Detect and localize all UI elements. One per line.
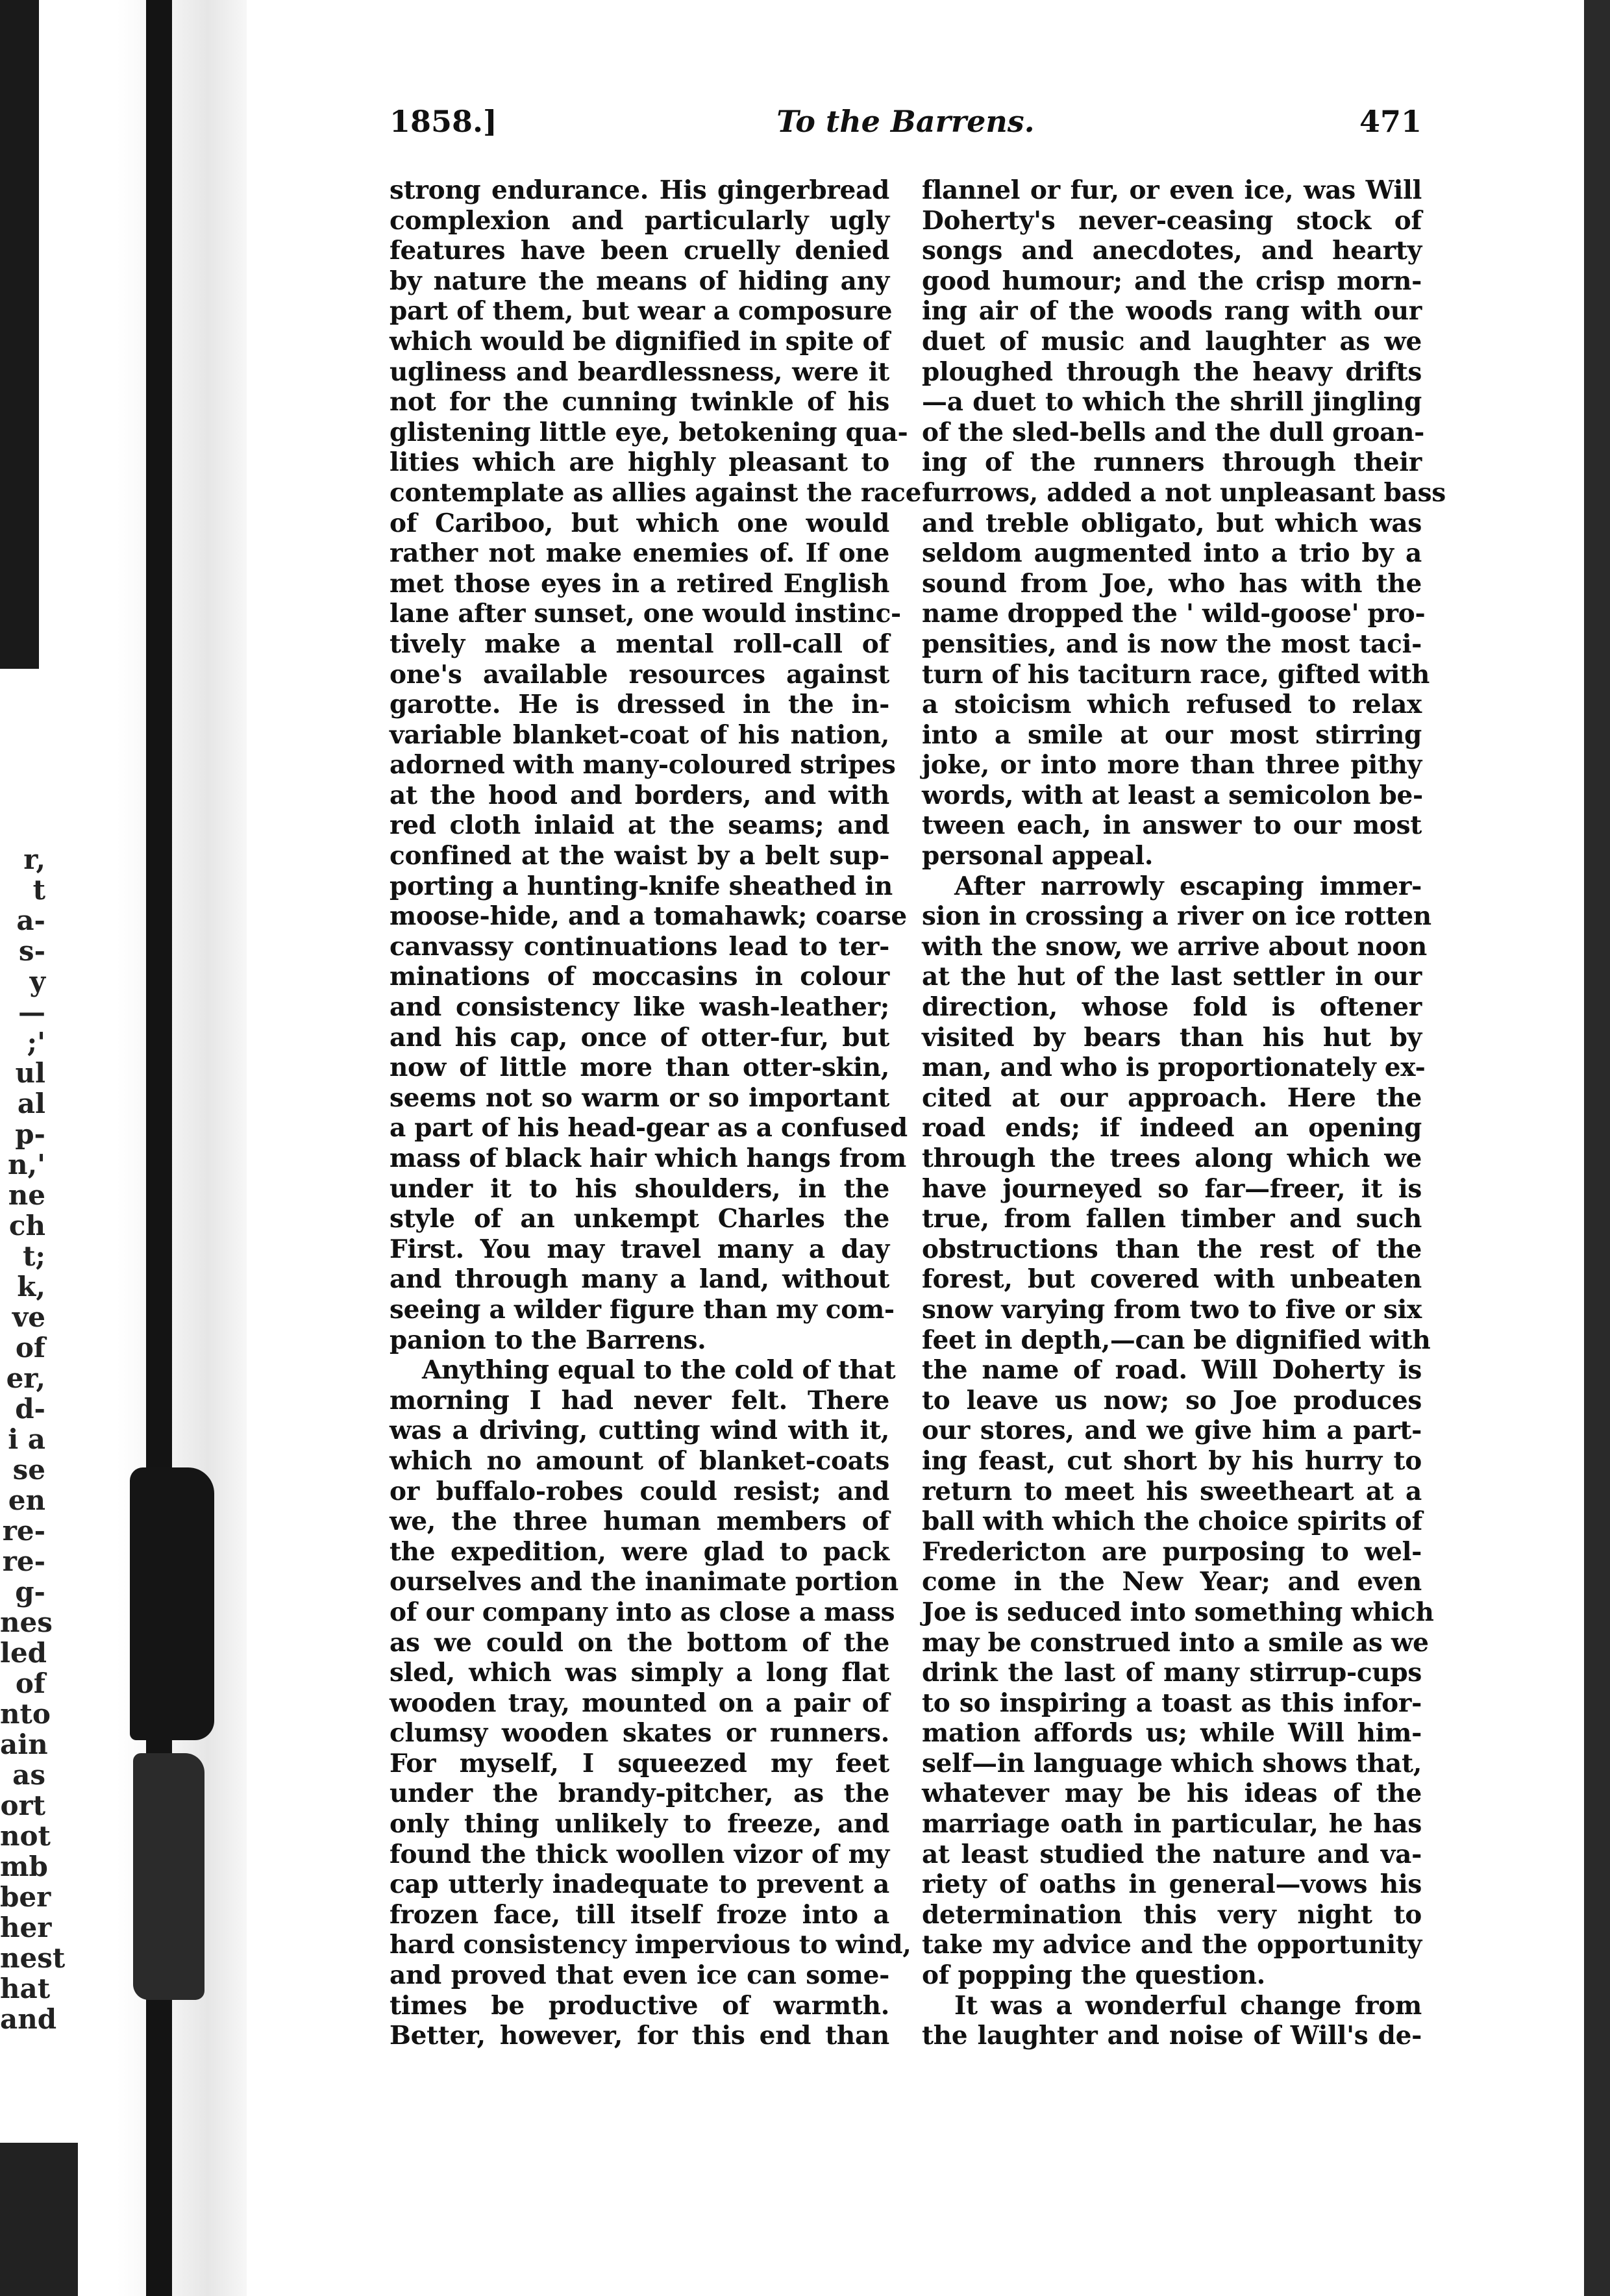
text-line: features have been cruelly denied	[390, 236, 889, 266]
text-line: under the brandy-pitcher, as the	[390, 1778, 889, 1809]
fragment-line: a-	[16, 905, 45, 936]
text-line: obstructions than the rest of the	[922, 1234, 1422, 1264]
fragment-line: mb	[0, 1851, 48, 1882]
text-line: tively make a mental roll-call of	[390, 629, 889, 659]
fragment-line: her	[0, 1912, 52, 1943]
text-line: into a smile at our most stirring	[922, 719, 1422, 750]
text-line: with the snow, we arrive about noon	[922, 931, 1427, 962]
fragment-line: ne	[8, 1179, 45, 1211]
text-line: at the hut of the last settler in our	[922, 962, 1422, 992]
fragment-line: as	[12, 1759, 45, 1791]
text-line: at least studied the nature and va-	[922, 1839, 1422, 1869]
text-line: through the trees along which we	[922, 1143, 1422, 1173]
text-line: tween each, in answer to our most	[922, 810, 1422, 841]
text-line: feet in depth,—can be dignified with	[922, 1325, 1431, 1355]
text-line: garotte. He is dressed in the in-	[390, 690, 889, 720]
text-line: ugliness and beardlessness, were it	[390, 356, 889, 387]
text-line: turn of his taciturn race, gifted with	[922, 659, 1430, 690]
text-line: visited by bears than his hut by	[922, 1022, 1422, 1053]
text-line: road ends; if indeed an opening	[922, 1113, 1422, 1143]
text-line: which would be dignified in spite of	[390, 326, 890, 356]
fragment-line: ch	[8, 1210, 45, 1242]
text-line: as we could on the bottom of the	[390, 1627, 889, 1658]
text-line: seldom augmented into a trio by a	[922, 538, 1422, 569]
text-line: have journeyed so far—freer, it is	[922, 1173, 1422, 1204]
fragment-line: ain	[0, 1728, 48, 1760]
text-line: morning I had never felt. There	[390, 1385, 889, 1416]
text-line: ourselves and the inanimate portion	[390, 1567, 898, 1597]
fragment-line: ul	[15, 1057, 45, 1089]
text-line: at the hood and borders, and with	[390, 780, 889, 810]
text-line: furrows, added a not unpleasant bass	[922, 477, 1446, 508]
fragment-line: i a	[8, 1423, 45, 1455]
text-line: one's available resources against	[390, 659, 889, 690]
text-line: cap utterly inadequate to prevent a	[390, 1869, 889, 1900]
text-line: under it to his shoulders, in the	[390, 1173, 889, 1204]
fragment-line: of	[15, 1667, 45, 1699]
text-line: wooden tray, mounted on a pair of	[390, 1688, 889, 1718]
text-line: man, and who is proportionately ex-	[922, 1053, 1426, 1083]
fragment-line: nes	[0, 1606, 53, 1638]
text-line: red cloth inlaid at the seams; and	[390, 810, 889, 841]
text-line: Anything equal to the cold of that	[422, 1355, 896, 1386]
fragment-line: d-	[15, 1393, 45, 1425]
text-line: First. You may travel many a day	[390, 1234, 889, 1264]
page-shadow	[0, 0, 39, 669]
text-line: a stoicism which refused to relax	[922, 690, 1422, 720]
fragment-line: se	[12, 1454, 45, 1486]
text-line: forest, but covered with unbeaten	[922, 1264, 1422, 1295]
torn-paper-edge	[130, 1467, 214, 1740]
fragment-line: s-	[18, 935, 45, 967]
text-line: Joe is seduced into something which	[922, 1597, 1434, 1627]
text-line: by nature the means of hiding any	[390, 266, 889, 296]
text-line: moose-hide, and a tomahawk; coarse	[390, 901, 907, 932]
text-line: —a duet to which the shrill jingling	[922, 387, 1422, 418]
text-line: It was a wonderful change from	[954, 1990, 1422, 2021]
text-line: cited at our approach. Here the	[922, 1082, 1422, 1113]
text-line: Fredericton are purposing to wel-	[922, 1536, 1422, 1567]
fragment-line: of	[15, 1332, 45, 1364]
text-line: now of little more than otter-skin,	[390, 1053, 889, 1083]
text-line: our stores, and we give him a part-	[922, 1416, 1422, 1446]
text-line: times be productive of warmth.	[390, 1990, 889, 2021]
fragment-line: t	[32, 874, 45, 906]
right-column	[922, 175, 1446, 2051]
text-line: and through many a land, without	[390, 1264, 889, 1295]
text-line: seems not so warm or so important	[390, 1082, 889, 1113]
text-line: of Cariboo, but which one would	[390, 508, 889, 538]
text-line: rather not make enemies of. If one	[390, 538, 889, 569]
fragment-line: p-	[15, 1118, 45, 1150]
text-line: complexion and particularly ugly	[390, 205, 889, 236]
text-line: of the sled-bells and the dull groan-	[922, 417, 1425, 447]
book-page	[390, 97, 1446, 2051]
text-line: songs and anecdotes, and hearty	[922, 236, 1422, 266]
text-line: ing feast, cut short by his hurry to	[922, 1445, 1422, 1476]
text-line: panion to the Barrens.	[390, 1325, 706, 1355]
fragment-line: and	[0, 2003, 57, 2035]
fragment-line: er,	[6, 1362, 45, 1394]
text-line: mation affords us; while Will him-	[922, 1718, 1422, 1749]
text-line: duet of music and laughter as we	[922, 326, 1422, 356]
text-line: Doherty's never-ceasing stock of	[922, 205, 1422, 236]
text-line: the expedition, were glad to pack	[390, 1536, 889, 1567]
text-line: met those eyes in a retired English	[390, 568, 889, 599]
fragment-line: n,'	[7, 1149, 45, 1180]
text-line: only thing unlikely to freeze, and	[390, 1809, 889, 1840]
text-line: or buffalo-robes could resist; and	[390, 1476, 889, 1506]
text-line: variable blanket-coat of his nation,	[390, 719, 889, 750]
header-title: To the Barrens.	[776, 104, 1035, 139]
text-line: whatever may be his ideas of the	[922, 1778, 1422, 1809]
fragment-line: ;'	[27, 1027, 45, 1058]
text-line: words, with at least a semicolon be-	[922, 780, 1423, 810]
text-line: was a driving, cutting wind with it,	[390, 1416, 889, 1446]
fragment-line: re-	[2, 1515, 45, 1547]
text-line: snow varying from two to five or six	[922, 1294, 1422, 1325]
text-line: return to meet his sweetheart at a	[922, 1476, 1422, 1506]
fragment-line: re-	[2, 1545, 45, 1577]
fragment-line: en	[8, 1484, 45, 1516]
scan-right-border	[1584, 0, 1610, 2296]
fragment-line: y	[29, 966, 45, 997]
header-year: 1858.]	[390, 104, 497, 139]
text-line: lities which are highly pleasant to	[390, 447, 889, 478]
text-line: mass of black hair which hangs from	[390, 1143, 906, 1173]
text-line: self—in language which shows that,	[922, 1748, 1422, 1778]
text-line: clumsy wooden skates or runners.	[390, 1718, 889, 1749]
text-line: a part of his head-gear as a confused	[390, 1113, 908, 1143]
text-line: found the thick woollen vizor of my	[390, 1839, 889, 1869]
text-line: style of an unkempt Charles the	[390, 1204, 889, 1234]
text-line: come in the New Year; and even	[922, 1567, 1422, 1597]
text-line: not for the cunning twinkle of his	[390, 387, 889, 418]
fragment-line: k,	[17, 1271, 45, 1303]
fragment-line: t;	[23, 1240, 45, 1272]
text-line: riety of oaths in general—vows his	[922, 1869, 1422, 1900]
text-line: frozen face, till itself froze into a	[390, 1899, 889, 1930]
fragment-line: r,	[23, 843, 45, 875]
text-line: name dropped the ' wild-goose' pro-	[922, 599, 1426, 629]
text-line: true, from fallen timber and such	[922, 1204, 1422, 1234]
text-line: joke, or into more than three pithy	[922, 750, 1422, 780]
text-line: marriage oath in particular, he has	[922, 1809, 1422, 1840]
fragment-line: not	[0, 1820, 51, 1852]
text-line: contemplate as allies against the race	[390, 477, 922, 508]
text-line: canvassy continuations lead to ter-	[390, 931, 889, 962]
fragment-line: led	[0, 1637, 47, 1669]
text-line: confined at the waist by a belt sup-	[390, 841, 889, 871]
text-line: After narrowly escaping immer-	[954, 871, 1422, 901]
torn-paper-edge-lower	[133, 1753, 204, 2000]
text-line: lane after sunset, one would instinc-	[390, 599, 901, 629]
text-line: we, the three human members of	[390, 1506, 889, 1537]
text-line: ploughed through the heavy drifts	[922, 356, 1422, 387]
text-line: adorned with many-coloured stripes	[390, 750, 896, 780]
fragment-line: nest	[0, 1942, 66, 1974]
text-line: For myself, I squeezed my feet	[390, 1748, 889, 1778]
fragment-line: nto	[0, 1698, 51, 1730]
text-line: the laughter and noise of Will's de-	[922, 2021, 1422, 2051]
text-line: ing of the runners through their	[922, 447, 1422, 478]
text-line: sled, which was simply a long flat	[390, 1658, 889, 1688]
text-line: part of them, but wear a composure	[390, 296, 893, 327]
text-line: of popping the question.	[922, 1960, 1265, 1991]
text-line: and proved that even ice can some-	[390, 1960, 889, 1991]
text-line: minations of moccasins in colour	[390, 962, 889, 992]
fragment-line: ve	[12, 1301, 45, 1333]
fragment-line: —	[18, 996, 45, 1028]
text-line: strong endurance. His gingerbread	[390, 175, 889, 205]
page-shadow-bottom	[0, 2143, 78, 2296]
text-line: ing air of the woods rang with our	[922, 296, 1422, 327]
text-line: porting a hunting-knife sheathed in	[390, 871, 893, 901]
text-line: flannel or fur, or even ice, was Will	[922, 175, 1422, 205]
text-line: personal appeal.	[922, 841, 1154, 871]
fragment-line: g-	[15, 1576, 45, 1608]
text-line: may be construed into a smile as we	[922, 1627, 1429, 1658]
text-line: sion in crossing a river on ice rotten	[922, 901, 1431, 932]
text-line: glistening little eye, betokening qua-	[390, 417, 908, 447]
text-line: seeing a wilder figure than my com-	[390, 1294, 895, 1325]
running-header	[390, 97, 1422, 149]
fragment-line: ort	[0, 1790, 45, 1821]
text-line: pensities, and is now the most taci-	[922, 629, 1422, 659]
fragment-line: hat	[0, 1973, 51, 2004]
text-line: good humour; and the crisp morn-	[922, 266, 1422, 296]
fragment-line: ber	[0, 1881, 51, 1913]
text-line: ball with which the choice spirits of	[922, 1506, 1422, 1537]
text-line: to so inspiring a toast as this infor-	[922, 1688, 1422, 1718]
text-line: sound from Joe, who has with the	[922, 568, 1422, 599]
fragment-line: al	[17, 1088, 45, 1119]
facing-page-text-fragments	[0, 843, 66, 2035]
text-line: Better, however, for this end than	[390, 2021, 889, 2051]
text-line: drink the last of many stirrup-cups	[922, 1658, 1422, 1688]
text-line: take my advice and the opportunity	[922, 1930, 1422, 1960]
text-line: direction, whose fold is oftener	[922, 992, 1422, 1023]
text-line: which no amount of blanket-coats	[390, 1445, 889, 1476]
page-number: 471	[1359, 104, 1422, 139]
left-column	[390, 175, 922, 2051]
text-line: and his cap, once of otter-fur, but	[390, 1022, 889, 1053]
text-line: hard consistency impervious to wind,	[390, 1930, 911, 1960]
text-line: and treble obligato, but which was	[922, 508, 1422, 538]
text-line: determination this very night to	[922, 1899, 1422, 1930]
text-line: to leave us now; so Joe produces	[922, 1385, 1422, 1416]
text-line: of our company into as close a mass	[390, 1597, 895, 1627]
text-line: and consistency like wash-leather;	[390, 992, 889, 1023]
text-line: the name of road. Will Doherty is	[922, 1355, 1422, 1386]
